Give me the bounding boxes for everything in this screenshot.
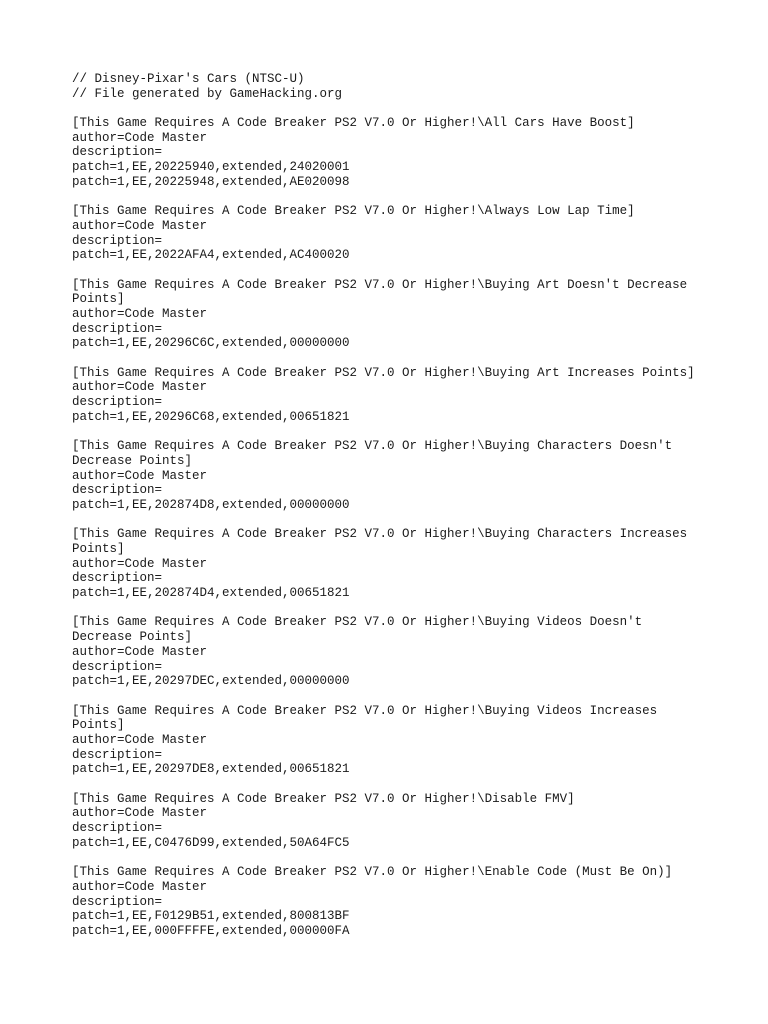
entry-author-line: author=Code Master: [72, 380, 208, 395]
entry-description-line: description=: [72, 894, 163, 909]
entry-patch-line: patch=1,EE,2022AFA4,extended,AC400020: [72, 248, 350, 263]
entry-patch-line: patch=1,EE,20225940,extended,24020001: [72, 160, 350, 175]
entry-title-line: Decrease Points]: [72, 630, 193, 645]
code-entry: [72, 263, 712, 351]
code-entry: [72, 513, 712, 601]
entry-title-line: Points]: [72, 718, 125, 733]
blank-line: [72, 263, 712, 278]
entry-title-line: Points]: [72, 292, 125, 307]
entry-patch-line: patch=1,EE,202874D8,extended,00000000: [72, 497, 350, 512]
entry-patch-line: patch=1,EE,20297DE8,extended,00651821: [72, 762, 350, 777]
blank-line: [72, 689, 712, 704]
entry-author-line: author=Code Master: [72, 806, 208, 821]
header-comment-line: // File generated by GameHacking.org: [72, 86, 343, 101]
code-entries: [72, 101, 712, 938]
blank-line: [72, 425, 712, 440]
entry-author-line: author=Code Master: [72, 218, 208, 233]
code-entry: [72, 351, 712, 424]
entry-title-line: [This Game Requires A Code Breaker PS2 V7.0 Or Higher!\Buying Characters Increases: [72, 527, 688, 542]
entry-title-line: [This Game Requires A Code Breaker PS2 V7.0 Or Higher!\All Cars Have Boost]: [72, 116, 635, 131]
blank-line: [72, 101, 712, 116]
code-entry: [72, 777, 712, 850]
entry-description-line: description=: [72, 483, 163, 498]
blank-line: [72, 190, 712, 205]
blank-line: [72, 777, 712, 792]
entry-author-line: author=Code Master: [72, 468, 208, 483]
entry-author-line: author=Code Master: [72, 879, 208, 894]
entry-author-line: author=Code Master: [72, 307, 208, 321]
blank-line: [72, 601, 712, 616]
entry-title-line: [This Game Requires A Code Breaker PS2 V7.0 Or Higher!\Buying Videos Doesn't: [72, 615, 643, 630]
document-page: [72, 72, 712, 939]
blank-line: [72, 850, 712, 865]
entry-description-line: description=: [72, 321, 163, 336]
entry-title-line: [This Game Requires A Code Breaker PS2 V7.0 Or Higher!\Buying Videos Increases: [72, 703, 658, 718]
entry-author-line: author=Code Master: [72, 556, 208, 571]
entry-description-line: description=: [72, 747, 163, 762]
code-entry: [72, 601, 712, 689]
entry-description-line: description=: [72, 571, 163, 586]
entry-title-line: [This Game Requires A Code Breaker PS2 V7.0 Or Higher!\Buying Art Doesn't Decrease: [72, 277, 688, 292]
code-entry: [72, 425, 712, 513]
entry-patch-line: patch=1,EE,20297DEC,extended,00000000: [72, 674, 350, 689]
blank-line: [72, 513, 712, 528]
entry-patch-line: patch=1,EE,000FFFFE,extended,000000FA: [72, 923, 350, 938]
code-entry: [72, 689, 712, 777]
entry-title-line: [This Game Requires A Code Breaker PS2 V7.0 Or Higher!\Disable FMV]: [72, 791, 575, 806]
entry-title-line: [This Game Requires A Code Breaker PS2 V7.0 Or Higher!\Buying Characters Doesn't: [72, 439, 673, 454]
code-entry: [72, 850, 712, 938]
header-comment-line: // Disney-Pixar's Cars (NTSC-U): [72, 72, 305, 86]
entry-patch-line: patch=1,EE,C0476D99,extended,50A64FC5: [72, 835, 350, 850]
entry-title-line: [This Game Requires A Code Breaker PS2 V7.0 Or Higher!\Enable Code (Must Be On)]: [72, 865, 673, 880]
entry-description-line: description=: [72, 145, 163, 160]
entry-description-line: description=: [72, 821, 163, 836]
blank-line: [72, 351, 712, 366]
entry-author-line: author=Code Master: [72, 732, 208, 747]
entry-description-line: description=: [72, 659, 163, 674]
entry-title-line: Decrease Points]: [72, 453, 193, 468]
entry-title-line: [This Game Requires A Code Breaker PS2 V7.0 Or Higher!\Buying Art Increases Points]: [72, 365, 695, 380]
entry-patch-line: patch=1,EE,20225948,extended,AE020098: [72, 174, 350, 189]
code-entry: [72, 190, 712, 263]
entry-author-line: author=Code Master: [72, 644, 208, 659]
entry-author-line: author=Code Master: [72, 130, 208, 145]
entry-title-line: Points]: [72, 542, 125, 556]
entry-patch-line: patch=1,EE,202874D4,extended,00651821: [72, 586, 350, 601]
entry-description-line: description=: [72, 395, 163, 410]
code-entry: [72, 101, 712, 189]
entry-patch-line: patch=1,EE,F0129B51,extended,800813BF: [72, 909, 350, 924]
entry-patch-line: patch=1,EE,20296C68,extended,00651821: [72, 409, 350, 424]
entry-description-line: description=: [72, 233, 163, 248]
entry-patch-line: patch=1,EE,20296C6C,extended,00000000: [72, 336, 350, 351]
entry-title-line: [This Game Requires A Code Breaker PS2 V7.0 Or Higher!\Always Low Lap Time]: [72, 204, 635, 219]
